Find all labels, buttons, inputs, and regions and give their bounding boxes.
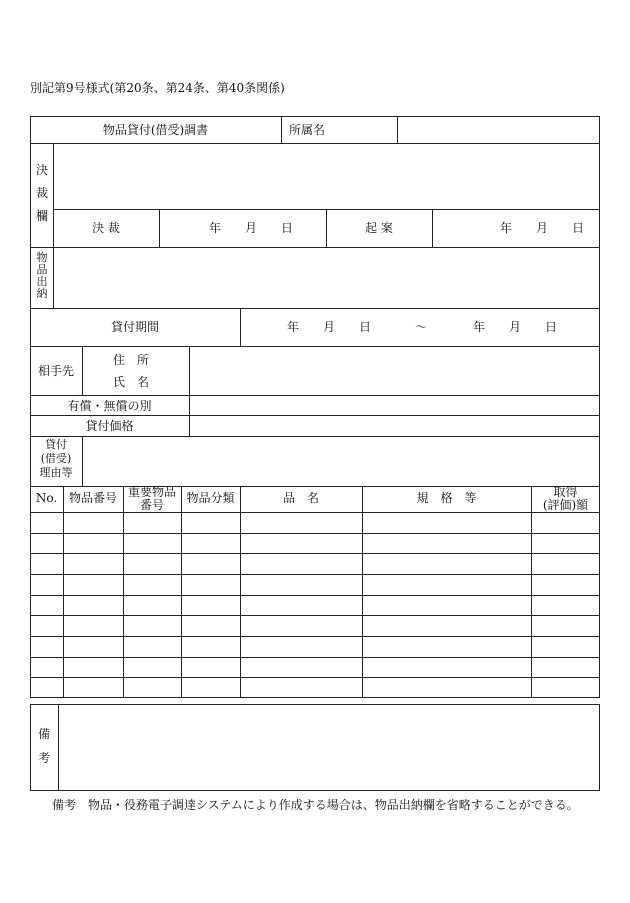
table-cell[interactable]: [182, 658, 240, 678]
remarks-field[interactable]: [59, 705, 599, 790]
address-label: 住 所: [113, 353, 150, 367]
paid-unpaid-field[interactable]: [190, 396, 599, 415]
table-cell[interactable]: [64, 678, 123, 698]
table-cell[interactable]: [241, 637, 362, 657]
table-cell[interactable]: [241, 616, 362, 636]
form-title: 物品貸付(借受)調書: [102, 123, 209, 137]
table-row: [30, 595, 600, 616]
table-cell[interactable]: [241, 554, 362, 574]
table-cell[interactable]: [241, 575, 362, 595]
table-cell[interactable]: [182, 678, 240, 698]
table-cell[interactable]: [124, 596, 181, 616]
table-row: [30, 533, 600, 554]
table-cell[interactable]: [241, 596, 362, 616]
loan-price-field[interactable]: [190, 416, 599, 435]
col-category-header: 物品分類: [186, 491, 235, 505]
table-cell[interactable]: [31, 596, 63, 616]
table-cell[interactable]: [532, 678, 600, 698]
counterparty-field[interactable]: [190, 347, 599, 394]
paid-unpaid-label: 有償・無償の別: [67, 399, 152, 413]
table-cell[interactable]: [31, 513, 63, 533]
table-row: [30, 677, 600, 698]
table-cell[interactable]: [532, 534, 600, 554]
table-cell[interactable]: [64, 534, 123, 554]
table-cell[interactable]: [532, 596, 600, 616]
table-cell[interactable]: [182, 637, 240, 657]
form-reference: 別記第9号様式(第20条、第24条、第40条関係): [30, 81, 285, 95]
footnote: 備考 物品・役務電子調達システムにより作成する場合は、物品出納欄を省略することができる。: [52, 798, 579, 812]
output-section-label: 物 品 出 納: [36, 251, 48, 300]
col-name-header: 品 名: [282, 491, 319, 505]
table-cell[interactable]: [532, 575, 600, 595]
reason-field[interactable]: [83, 437, 599, 485]
table-cell[interactable]: [124, 616, 181, 636]
table-cell[interactable]: [363, 616, 531, 636]
affiliation-label: 所属名: [289, 123, 326, 137]
table-cell[interactable]: [241, 678, 362, 698]
table-cell[interactable]: [182, 616, 240, 636]
table-cell[interactable]: [363, 678, 531, 698]
table-cell[interactable]: [124, 534, 181, 554]
table-cell[interactable]: [124, 513, 181, 533]
table-row: [30, 657, 600, 678]
table-cell[interactable]: [532, 658, 600, 678]
affiliation-field[interactable]: [398, 117, 599, 143]
col-spec-header: 規 格 等: [416, 491, 477, 505]
table-cell[interactable]: [124, 678, 181, 698]
table-cell[interactable]: [182, 513, 240, 533]
table-cell[interactable]: [241, 658, 362, 678]
decision-date[interactable]: 年 月 日: [209, 221, 294, 235]
loan-period-label: 貸付期間: [110, 320, 159, 334]
table-cell[interactable]: [64, 596, 123, 616]
table-cell[interactable]: [64, 637, 123, 657]
table-cell[interactable]: [64, 616, 123, 636]
table-row: [30, 636, 600, 657]
draft-label: 起 案: [365, 221, 393, 235]
col-acquisition-value-header: 取得 (評価)額: [542, 485, 589, 512]
table-cell[interactable]: [31, 616, 63, 636]
output-stamp-area[interactable]: [54, 248, 599, 307]
table-cell[interactable]: [64, 575, 123, 595]
table-cell[interactable]: [124, 575, 181, 595]
col-item-number-header: 物品番号: [68, 491, 117, 505]
col-important-item-number-header: 重要物品 番号: [127, 485, 176, 512]
table-row: [30, 574, 600, 595]
table-cell[interactable]: [241, 534, 362, 554]
table-cell[interactable]: [363, 637, 531, 657]
table-cell[interactable]: [532, 616, 600, 636]
table-cell[interactable]: [31, 637, 63, 657]
table-cell[interactable]: [31, 678, 63, 698]
table-cell[interactable]: [31, 575, 63, 595]
table-cell[interactable]: [31, 554, 63, 574]
table-row: [30, 512, 600, 533]
loan-end-date[interactable]: 年 月 日: [473, 320, 558, 334]
reason-label: 貸付 (借受) 理由等: [39, 438, 73, 479]
table-cell[interactable]: [363, 658, 531, 678]
loan-price-label: 貸付価格: [85, 419, 134, 433]
table-cell[interactable]: [182, 554, 240, 574]
name-label: 氏 名: [113, 375, 150, 389]
loan-start-date[interactable]: 年 月 日: [287, 320, 372, 334]
table-cell[interactable]: [363, 513, 531, 533]
table-cell[interactable]: [64, 658, 123, 678]
table-cell[interactable]: [124, 554, 181, 574]
draft-date[interactable]: 年 月 日: [500, 221, 585, 235]
table-cell[interactable]: [182, 596, 240, 616]
table-cell[interactable]: [124, 658, 181, 678]
loan-period-tilde: ～: [415, 320, 428, 334]
table-cell[interactable]: [363, 534, 531, 554]
table-cell[interactable]: [532, 637, 600, 657]
table-cell[interactable]: [124, 637, 181, 657]
table-cell[interactable]: [363, 575, 531, 595]
decision-section-label: 決 裁 欄: [35, 163, 48, 223]
table-cell[interactable]: [31, 534, 63, 554]
table-cell[interactable]: [182, 575, 240, 595]
col-no-header: No.: [35, 491, 58, 505]
counterparty-label: 相手先: [37, 364, 74, 378]
table-cell[interactable]: [363, 554, 531, 574]
table-row: [30, 615, 600, 636]
decision-label: 決 裁: [92, 221, 120, 235]
table-cell[interactable]: [363, 596, 531, 616]
table-cell[interactable]: [532, 554, 600, 574]
table-cell[interactable]: [182, 534, 240, 554]
table-cell[interactable]: [31, 658, 63, 678]
table-cell[interactable]: [64, 513, 123, 533]
remarks-label: 備 考: [37, 727, 50, 765]
table-cell[interactable]: [241, 513, 362, 533]
table-cell[interactable]: [64, 554, 123, 574]
table-row: [30, 553, 600, 574]
table-cell[interactable]: [532, 513, 600, 533]
decision-stamp-area[interactable]: [54, 144, 599, 209]
